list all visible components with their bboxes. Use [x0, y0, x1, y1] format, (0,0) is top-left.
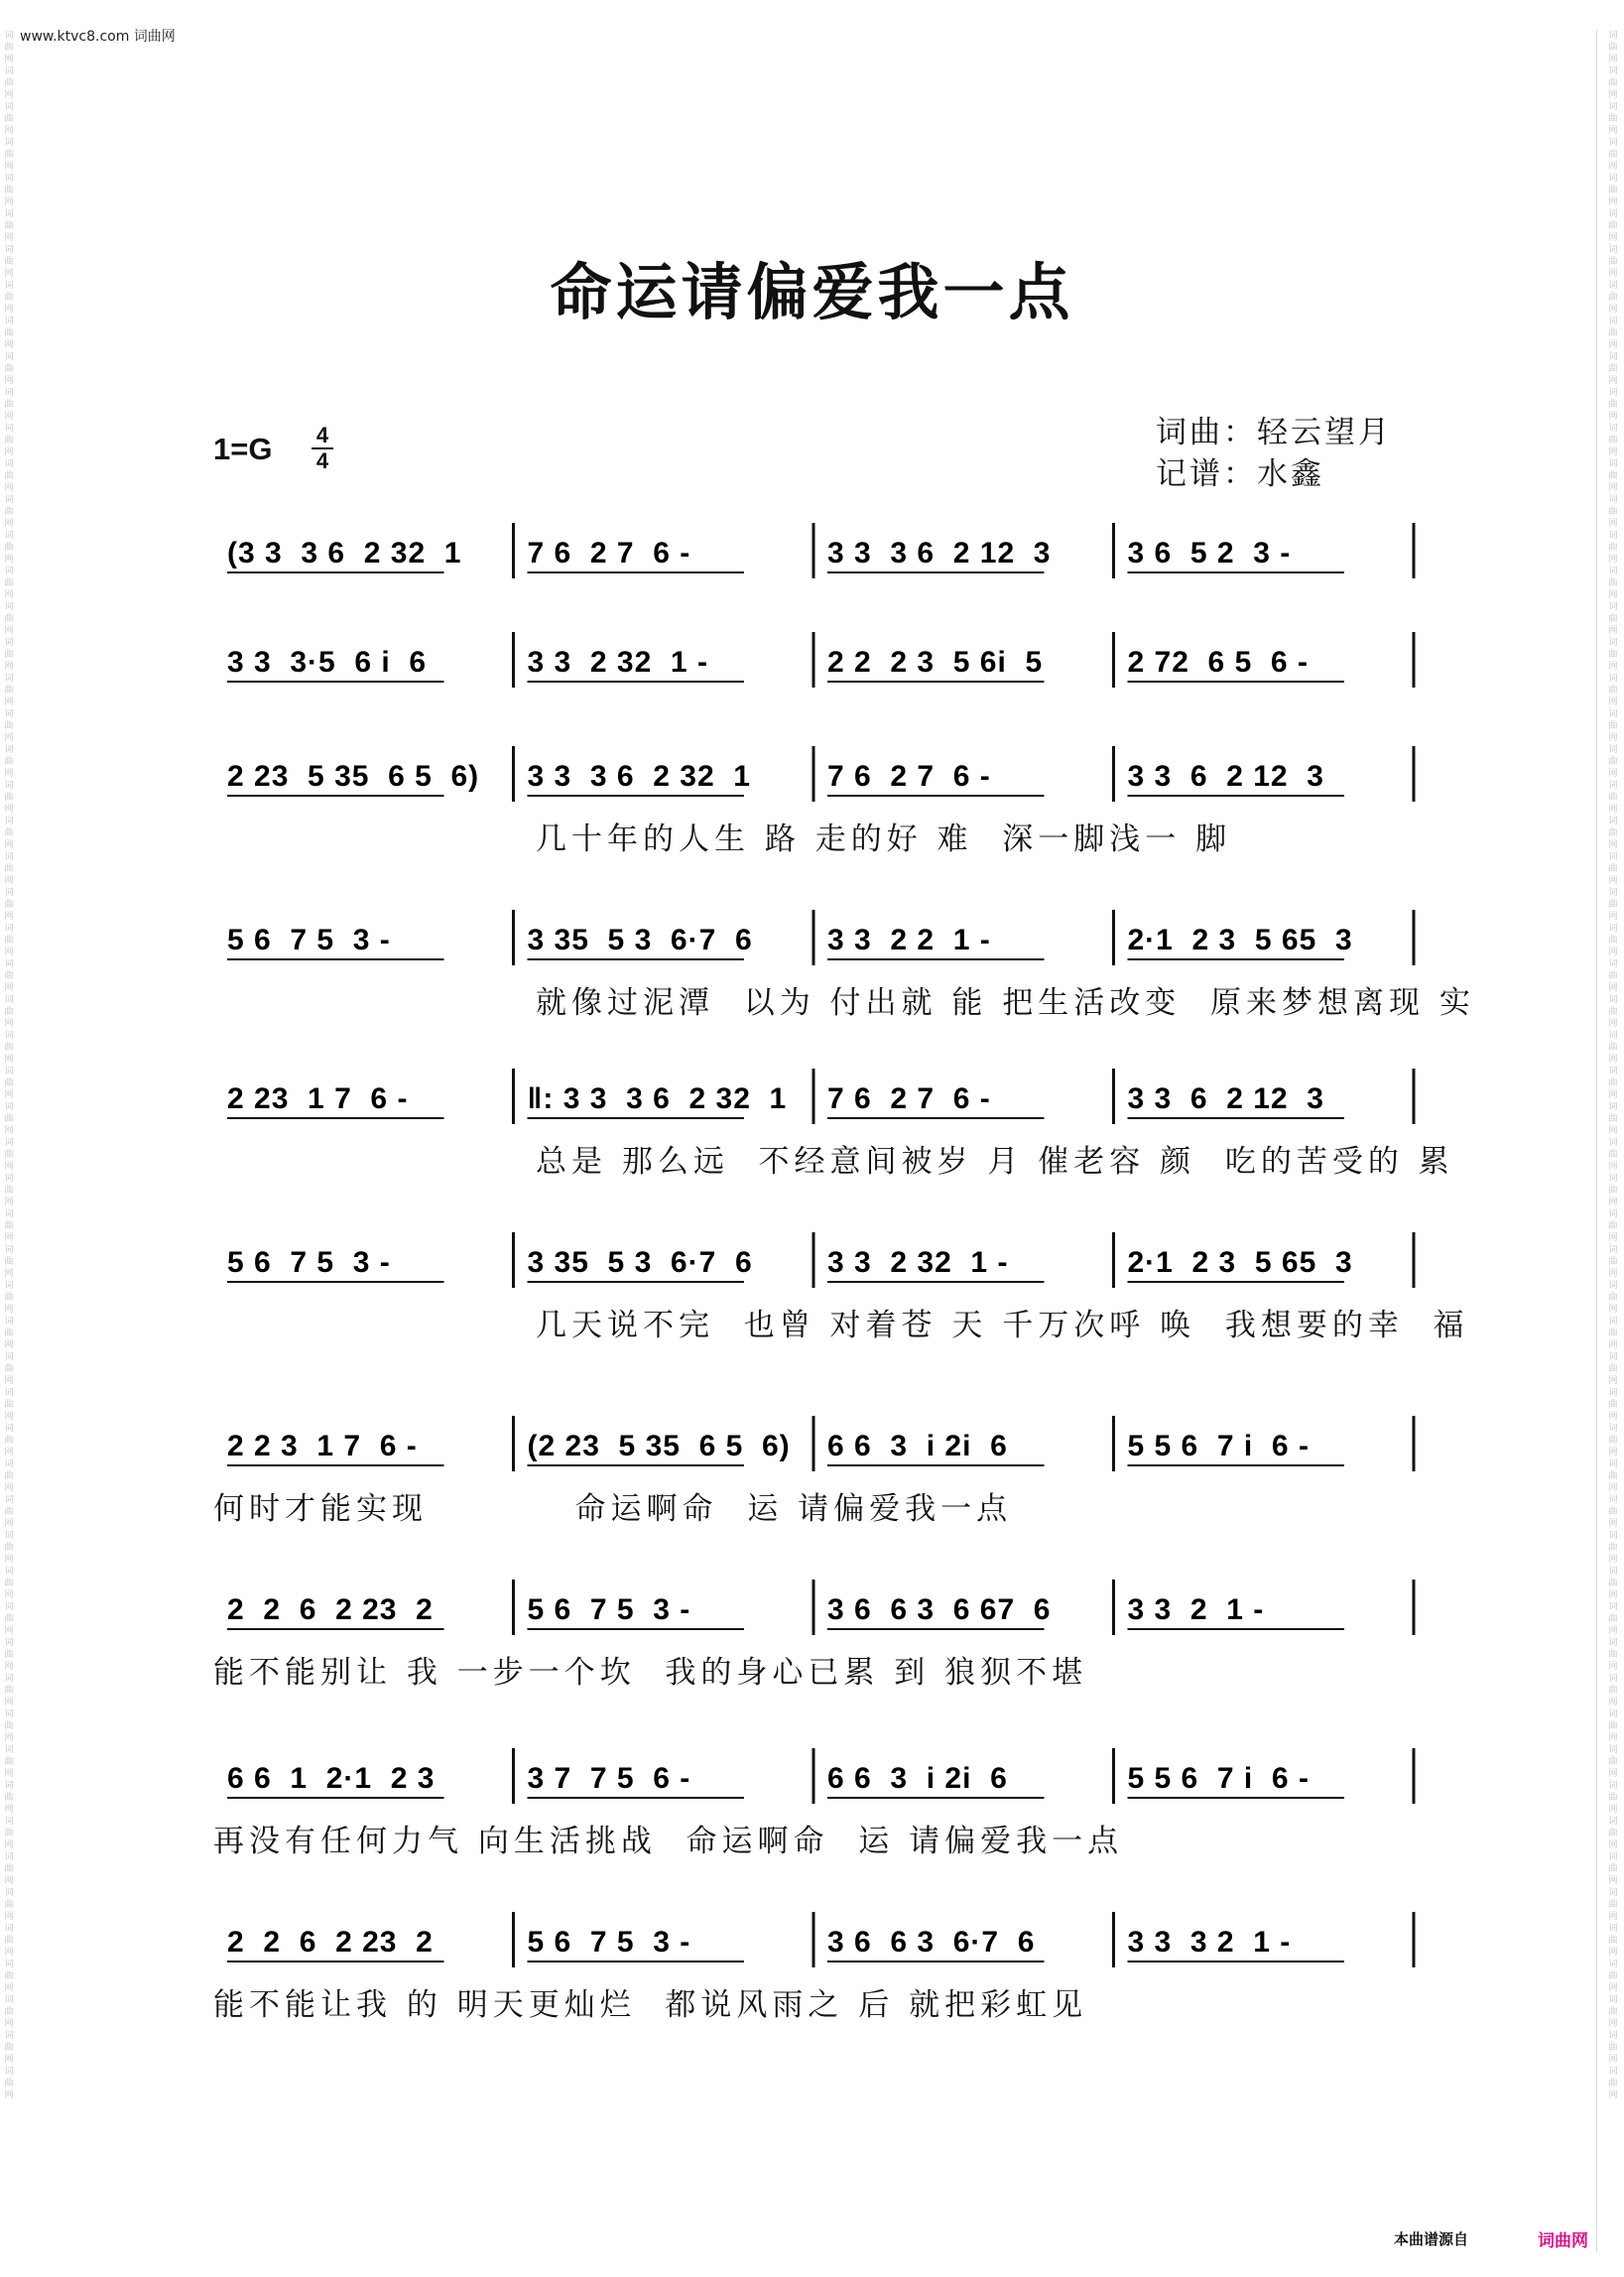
measure: 5 5 6 7 i 6 - — [1127, 1430, 1310, 1462]
measure: 2 2 6 2 23 2 — [227, 1926, 434, 1959]
footer-logo: 词曲网 — [1538, 2231, 1588, 2251]
lyric-line: 能不能别让 我 一步一个坎 我的身心已累 到 狼狈不堪 — [213, 1655, 1088, 1691]
measure: 6 6 3 i 2i 6 — [827, 1430, 1008, 1462]
measure: (2 23 5 35 6 5 6) — [527, 1430, 791, 1462]
credit-transcriber: 记谱：水鑫 — [1156, 456, 1324, 492]
time-signature — [310, 425, 335, 472]
measure: 3 3 3 6 2 32 1 — [527, 760, 751, 793]
measure: 6 6 1 2·1 2 3 — [227, 1762, 436, 1795]
measure: 2 23 5 35 6 5 6) — [227, 760, 480, 793]
measure: 3 3 2 1 - — [1127, 1593, 1265, 1626]
lyric-line: 就像过泥潭 以为 付出就 能 把生活改变 原来梦想离现 实 — [536, 985, 1475, 1021]
side-watermark-right: 词曲网词曲网词曲网词曲网词曲网词曲网词曲网词曲网词曲网词曲网词曲网词曲网词曲网词曲网词曲网词曲网词曲网词曲网词曲网词曲网词曲网词曲网词曲网词曲网词曲网词曲网词曲网词曲网词曲网词曲网词曲网词曲网词曲网词曲网词曲网词曲网词曲网词曲网词曲网词曲网词曲网词曲网词曲网词曲网词曲网词曲网词曲网词曲网词曲网词曲网词曲网词曲网词曲网词曲网词曲网词曲网词曲网词曲网 — [1606, 30, 1620, 2101]
measure: 3 7 7 5 6 - — [527, 1762, 691, 1795]
measure: 3 35 5 3 6·7 6 — [527, 924, 753, 956]
measure: 3 6 6 3 6 67 6 — [827, 1593, 1052, 1626]
measure: (3 3 3 6 2 32 1 — [227, 537, 462, 569]
lyric-line: 几天说不完 也曾 对着苍 天 千万次呼 唤 我想要的幸 福 — [536, 1308, 1469, 1343]
measure: 3 6 6 3 6·7 6 — [827, 1926, 1036, 1959]
measure: 6 6 3 i 2i 6 — [827, 1762, 1008, 1795]
measure: 5 5 6 7 i 6 - — [1127, 1762, 1310, 1795]
measure: 7 6 2 7 6 - — [827, 1082, 991, 1115]
measure: 3 6 5 2 3 - — [1127, 537, 1292, 569]
measure: 3 3 2 2 1 - — [827, 924, 991, 956]
measure: 3 3 2 32 1 - — [827, 1246, 1009, 1279]
time-signature-top: 4 — [315, 423, 329, 447]
measure: 2 2 3 1 7 6 - — [227, 1430, 418, 1462]
footer-source-text: 本曲谱源自 — [1394, 2230, 1469, 2248]
measure: 2 2 2 3 5 6i 5 — [827, 646, 1044, 679]
credit-lyrics-music: 词曲：轻云望月 — [1156, 415, 1392, 450]
measure: 2 23 1 7 6 - — [227, 1082, 409, 1115]
lyric-line: 何时才能实现 命运啊命 运 请偏爱我一点 — [213, 1491, 1013, 1527]
measure: 5 6 7 5 3 - — [227, 1246, 391, 1279]
measure: 2·1 2 3 5 65 3 — [1127, 1246, 1353, 1279]
lyric-line: 能不能让我 的 明天更灿烂 都说风雨之 后 就把彩虹见 — [213, 1987, 1088, 2023]
measure: 2 72 6 5 6 - — [1127, 646, 1309, 679]
key-signature: 1=G — [213, 432, 273, 466]
measure: 5 6 7 5 3 - — [527, 1593, 691, 1626]
measure: 7 6 2 7 6 - — [527, 537, 691, 569]
measure: 3 35 5 3 6·7 6 — [527, 1246, 753, 1279]
lyric-line: 再没有任何力气 向生活挑战 命运啊命 运 请偏爱我一点 — [213, 1824, 1124, 1859]
lyric-line: 总是 那么远 不经意间被岁 月 催老容 颜 吃的苦受的 累 — [536, 1144, 1454, 1180]
side-watermark-left: 词曲网词曲网词曲网词曲网词曲网词曲网词曲网词曲网词曲网词曲网词曲网词曲网词曲网词曲网词曲网词曲网词曲网词曲网词曲网词曲网词曲网词曲网词曲网词曲网词曲网词曲网词曲网词曲网词曲网词曲网词曲网词曲网词曲网词曲网词曲网词曲网词曲网词曲网词曲网词曲网词曲网词曲网词曲网词曲网词曲网词曲网词曲网词曲网词曲网词曲网词曲网词曲网词曲网词曲网词曲网词曲网词曲网词曲网 — [4, 31, 14, 2100]
measure: 3 3 6 2 12 3 — [1127, 760, 1324, 793]
time-signature-bottom: 4 — [315, 448, 329, 473]
measure: 2 2 6 2 23 2 — [227, 1593, 434, 1626]
lyric-line: 几十年的人生 路 走的好 难 深一脚浅一 脚 — [536, 822, 1232, 857]
measure: 5 6 7 5 3 - — [227, 924, 391, 956]
measure: 3 3 3·5 6 i 6 — [227, 646, 428, 679]
score-title: 命运请偏爱我一点 — [550, 256, 1074, 328]
measure: ‖: 3 3 3 6 2 32 1 — [527, 1082, 788, 1115]
measure: 2·1 2 3 5 65 3 — [1127, 924, 1353, 956]
measure: 3 3 3 2 1 - — [1127, 1926, 1292, 1959]
measure: 5 6 7 5 3 - — [527, 1926, 691, 1959]
measure: 7 6 2 7 6 - — [827, 760, 991, 793]
measure: 3 3 2 32 1 - — [527, 646, 708, 679]
site-header: www.ktvc8.com 词曲网 — [20, 29, 176, 45]
measure: 3 3 6 2 12 3 — [1127, 1082, 1324, 1115]
measure: 3 3 3 6 2 12 3 — [827, 537, 1052, 569]
